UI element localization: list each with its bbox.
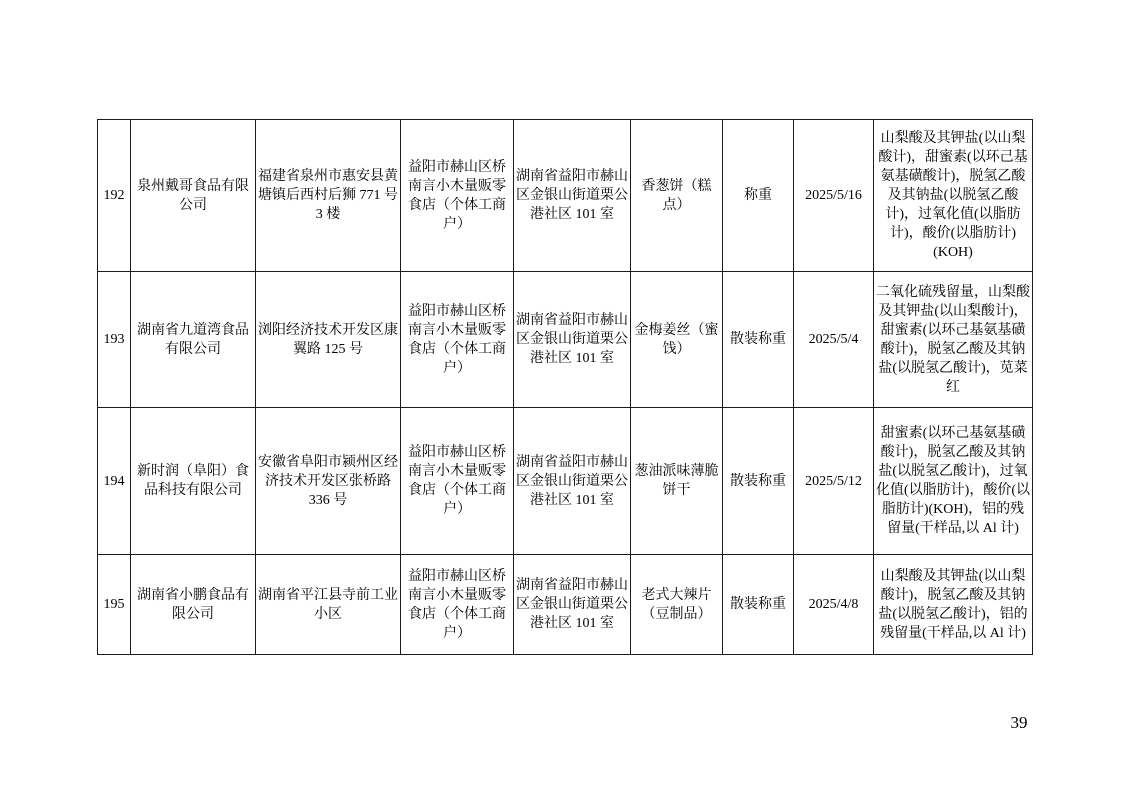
cell-seller: 益阳市赫山区桥南言小木量贩零食店（个体工商户） xyxy=(401,408,514,555)
cell-items: 山梨酸及其钾盐(以山梨酸计)，甜蜜素(以环己基氨基磺酸计)，脱氢乙酸及其钠盐(以脱氢乙酸计)，过氧化值(以脂肪计)，酸价(以脂肪计)(KOH) xyxy=(874,120,1033,272)
cell-spec: 散装称重 xyxy=(723,272,794,408)
sampling-table xyxy=(97,119,1033,655)
cell-company-address: 安徽省阜阳市颍州区经济技术开发区张桥路 336 号 xyxy=(256,408,401,555)
cell-date: 2025/4/8 xyxy=(794,555,874,655)
cell-seller: 益阳市赫山区桥南言小木量贩零食店（个体工商户） xyxy=(401,272,514,408)
cell-spec: 散装称重 xyxy=(723,555,794,655)
cell-seller-address: 湖南省益阳市赫山区金银山街道栗公港社区 101 室 xyxy=(514,272,631,408)
table-row xyxy=(98,120,1033,272)
table-row xyxy=(98,272,1033,408)
page-number: 39 xyxy=(1010,713,1028,732)
cell-date: 2025/5/4 xyxy=(794,272,874,408)
cell-company: 新时润（阜阳）食品科技有限公司 xyxy=(131,408,256,555)
cell-seller-address: 湖南省益阳市赫山区金银山街道栗公港社区 101 室 xyxy=(514,555,631,655)
cell-company-address: 浏阳经济技术开发区康翼路 125 号 xyxy=(256,272,401,408)
cell-seller: 益阳市赫山区桥南言小木量贩零食店（个体工商户） xyxy=(401,555,514,655)
cell-company: 泉州戴哥食品有限公司 xyxy=(131,120,256,272)
cell-seller: 益阳市赫山区桥南言小木量贩零食店（个体工商户） xyxy=(401,120,514,272)
cell-seller-address: 湖南省益阳市赫山区金银山街道栗公港社区 101 室 xyxy=(514,120,631,272)
cell-seq: 195 xyxy=(98,555,131,655)
cell-company-address: 湖南省平江县寺前工业小区 xyxy=(256,555,401,655)
cell-seq: 192 xyxy=(98,120,131,272)
cell-company: 湖南省小鹏食品有限公司 xyxy=(131,555,256,655)
cell-product: 香葱饼（糕点） xyxy=(631,120,723,272)
table-row xyxy=(98,408,1033,555)
cell-spec: 散装称重 xyxy=(723,408,794,555)
cell-product: 金梅姜丝（蜜饯） xyxy=(631,272,723,408)
cell-items: 山梨酸及其钾盐(以山梨酸计)，脱氢乙酸及其钠盐(以脱氢乙酸计)，铝的残留量(干样品,以 Al 计) xyxy=(874,555,1033,655)
cell-company: 湖南省九道湾食品有限公司 xyxy=(131,272,256,408)
cell-product: 葱油派味薄脆饼干 xyxy=(631,408,723,555)
cell-seq: 193 xyxy=(98,272,131,408)
cell-date: 2025/5/16 xyxy=(794,120,874,272)
cell-company-address: 福建省泉州市惠安县黄塘镇后西村后狮 771 号 3 楼 xyxy=(256,120,401,272)
cell-seq: 194 xyxy=(98,408,131,555)
cell-product: 老式大辣片（豆制品） xyxy=(631,555,723,655)
cell-items: 二氧化硫残留量，山梨酸及其钾盐(以山梨酸计)，甜蜜素(以环己基氨基磺酸计)，脱氢乙酸及其钠盐(以脱氢乙酸计)，苋菜红 xyxy=(874,272,1033,408)
cell-seller-address: 湖南省益阳市赫山区金银山街道栗公港社区 101 室 xyxy=(514,408,631,555)
cell-date: 2025/5/12 xyxy=(794,408,874,555)
table-row xyxy=(98,555,1033,655)
cell-items: 甜蜜素(以环己基氨基磺酸计)，脱氢乙酸及其钠盐(以脱氢乙酸计)，过氧化值(以脂肪计)，酸价(以脂肪计)(KOH)，铝的残留量(干样品,以 Al 计) xyxy=(874,408,1033,555)
cell-spec: 称重 xyxy=(723,120,794,272)
